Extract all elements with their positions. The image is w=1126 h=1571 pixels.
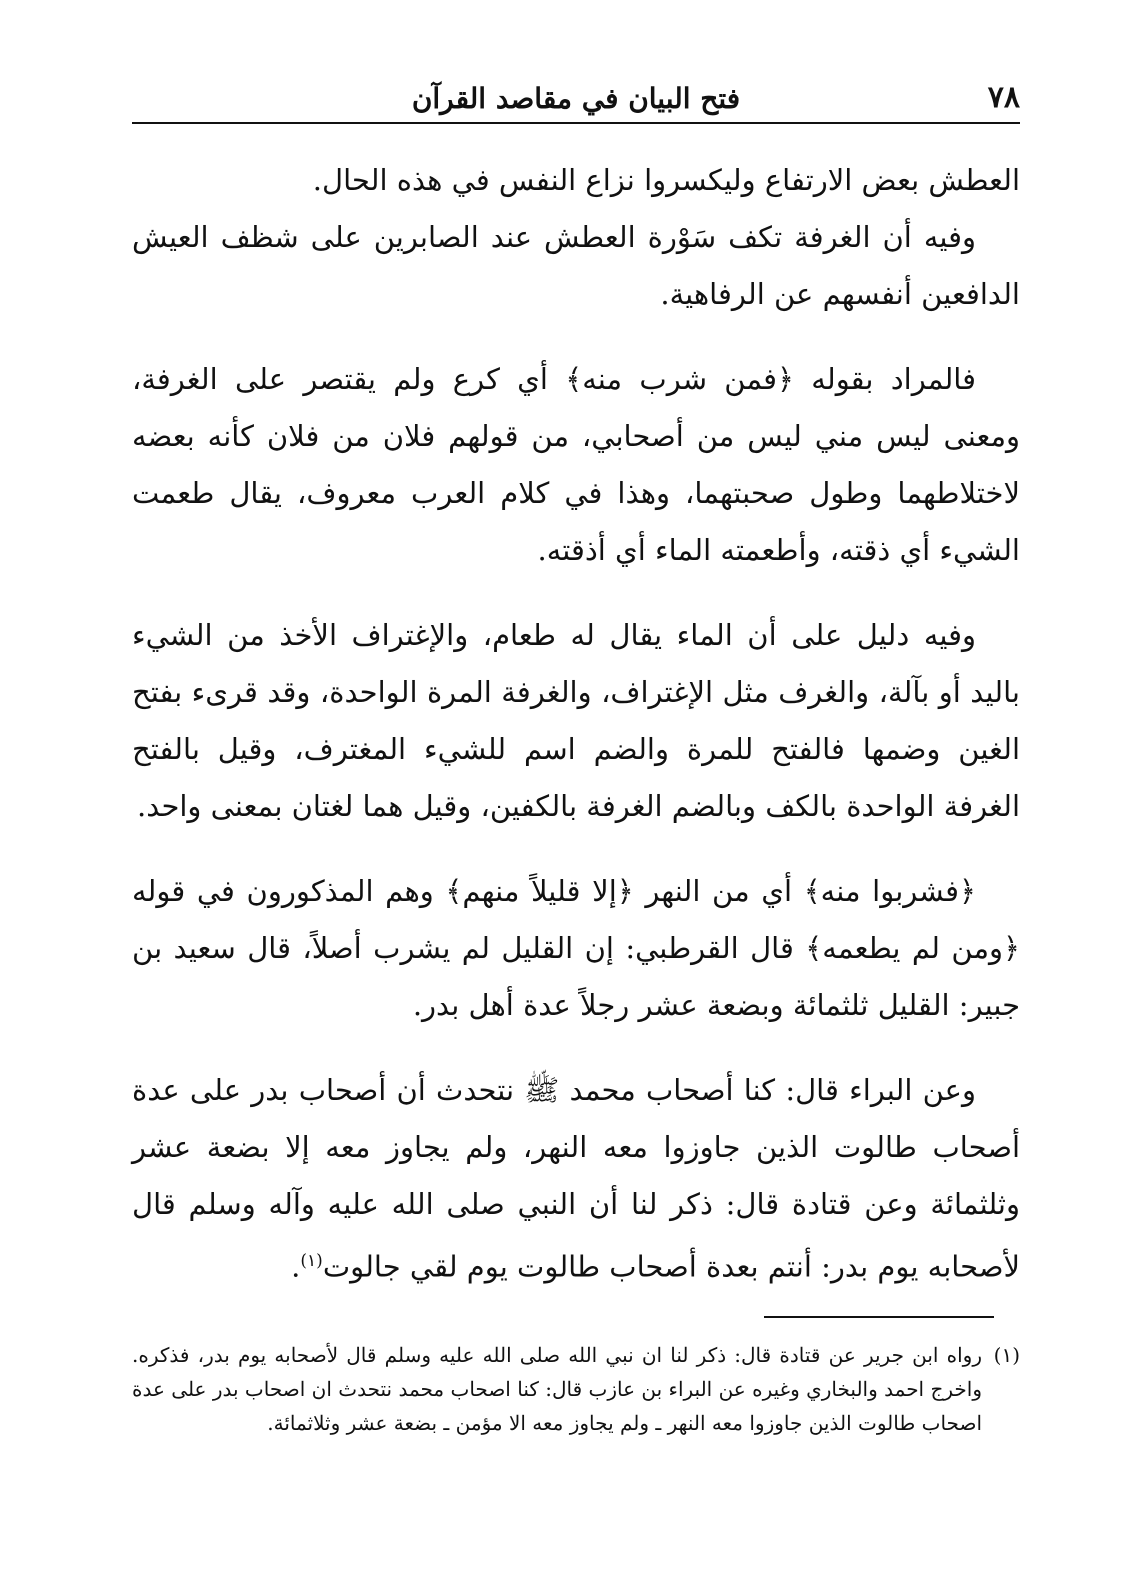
paragraph-6 bbox=[132, 1062, 1020, 1296]
paragraph-2: وفيه أن الغرفة تكف سَوْرة العطش عند الصابرين على شظف العيش الدافعين أنفسهم عن الرفاهية. bbox=[132, 220, 1020, 311]
paragraph-1: العطش بعض الارتفاع وليكسروا نزاع النفس في هذه الحال. bbox=[312, 163, 1020, 197]
paragraph-4: وفيه دليل على أن الماء يقال له طعام، والإغتراف الأخذ من الشيء باليد أو بآلة، والغرف مثل الإغتراف، والغرفة المرة الواحدة، وقد قرىء بفتح الغين وضمها فالفتح للمرة والضم اسم للشيء المغترف، وقيل بالفتح الغرفة الواحدة بالكف وبالضم الغرفة بالكفين، وقيل هما لغتان بمعنى واحد. bbox=[132, 618, 1020, 823]
paragraph-5: ﴿فشربوا منه﴾ أي من النهر ﴿إلا قليلاً منهم﴾ وهم المذكورون في قوله ﴿ومن لم يطعمه﴾ قال القرطبي: إن القليل لم يشرب أصلاً، قال سعيد بن جبير: القليل ثلثمائة وبضعة عشر رجلاً عدة أهل بدر. bbox=[132, 874, 1020, 1022]
paragraph-6-text: وعن البراء قال: كنا أصحاب محمد ﷺ نتحدث أن أصحاب بدر على عدة أصحاب طالوت الذين جاوزوا معه النهر، ولم يجاوز معه إلا بضعة عشر وثلثمائة وعن قتادة قال: ذكر لنا أن النبي صلى الله عليه وآله وسلم قال لأصحابه يوم بدر: أنتم بعدة أصحاب طالوت يوم لقي جالوت bbox=[132, 1073, 1020, 1284]
paragraph-6-closing: . bbox=[291, 1249, 301, 1284]
footnotes bbox=[132, 1338, 1020, 1440]
page-header bbox=[132, 74, 1020, 124]
footnote-divider bbox=[764, 1316, 994, 1318]
footnote-text: رواه ابن جرير عن قتادة قال: ذكر لنا ان نبي الله صلى الله عليه وسلم قال لأصحابه يوم بدر، فذكره. واخرج احمد والبخاري وغيره عن البراء بن عازب قال: كنا اصحاب محمد نتحدث ان اصحاب بدر على عدة اصحاب طالوت الذين جاوزوا معه النهر ـ ولم يجاوز معه الا مؤمن ـ بضعة عشر وثلاثمائة. bbox=[132, 1343, 982, 1435]
main-text bbox=[132, 152, 1020, 1296]
footnote-1 bbox=[132, 1338, 1020, 1440]
page-number: ٧٨ bbox=[987, 80, 1020, 115]
footnote-reference[interactable]: (١) bbox=[300, 1251, 323, 1271]
running-title: فتح البيان في مقاصد القرآن bbox=[411, 82, 741, 115]
paragraph-3: فالمراد بقوله ﴿فمن شرب منه﴾ أي كرع ولم يقتصر على الغرفة، ومعنى ليس مني ليس من أصحابي، من قولهم فلان من فلان كأنه بعضه لاختلاطهما وطول صحبتهما، وهذا في كلام العرب معروف، يقال طعمت الشيء أي ذقته، وأطعمته الماء أي أذقته. bbox=[132, 362, 1020, 567]
footnote-label: (١) bbox=[993, 1343, 1020, 1367]
